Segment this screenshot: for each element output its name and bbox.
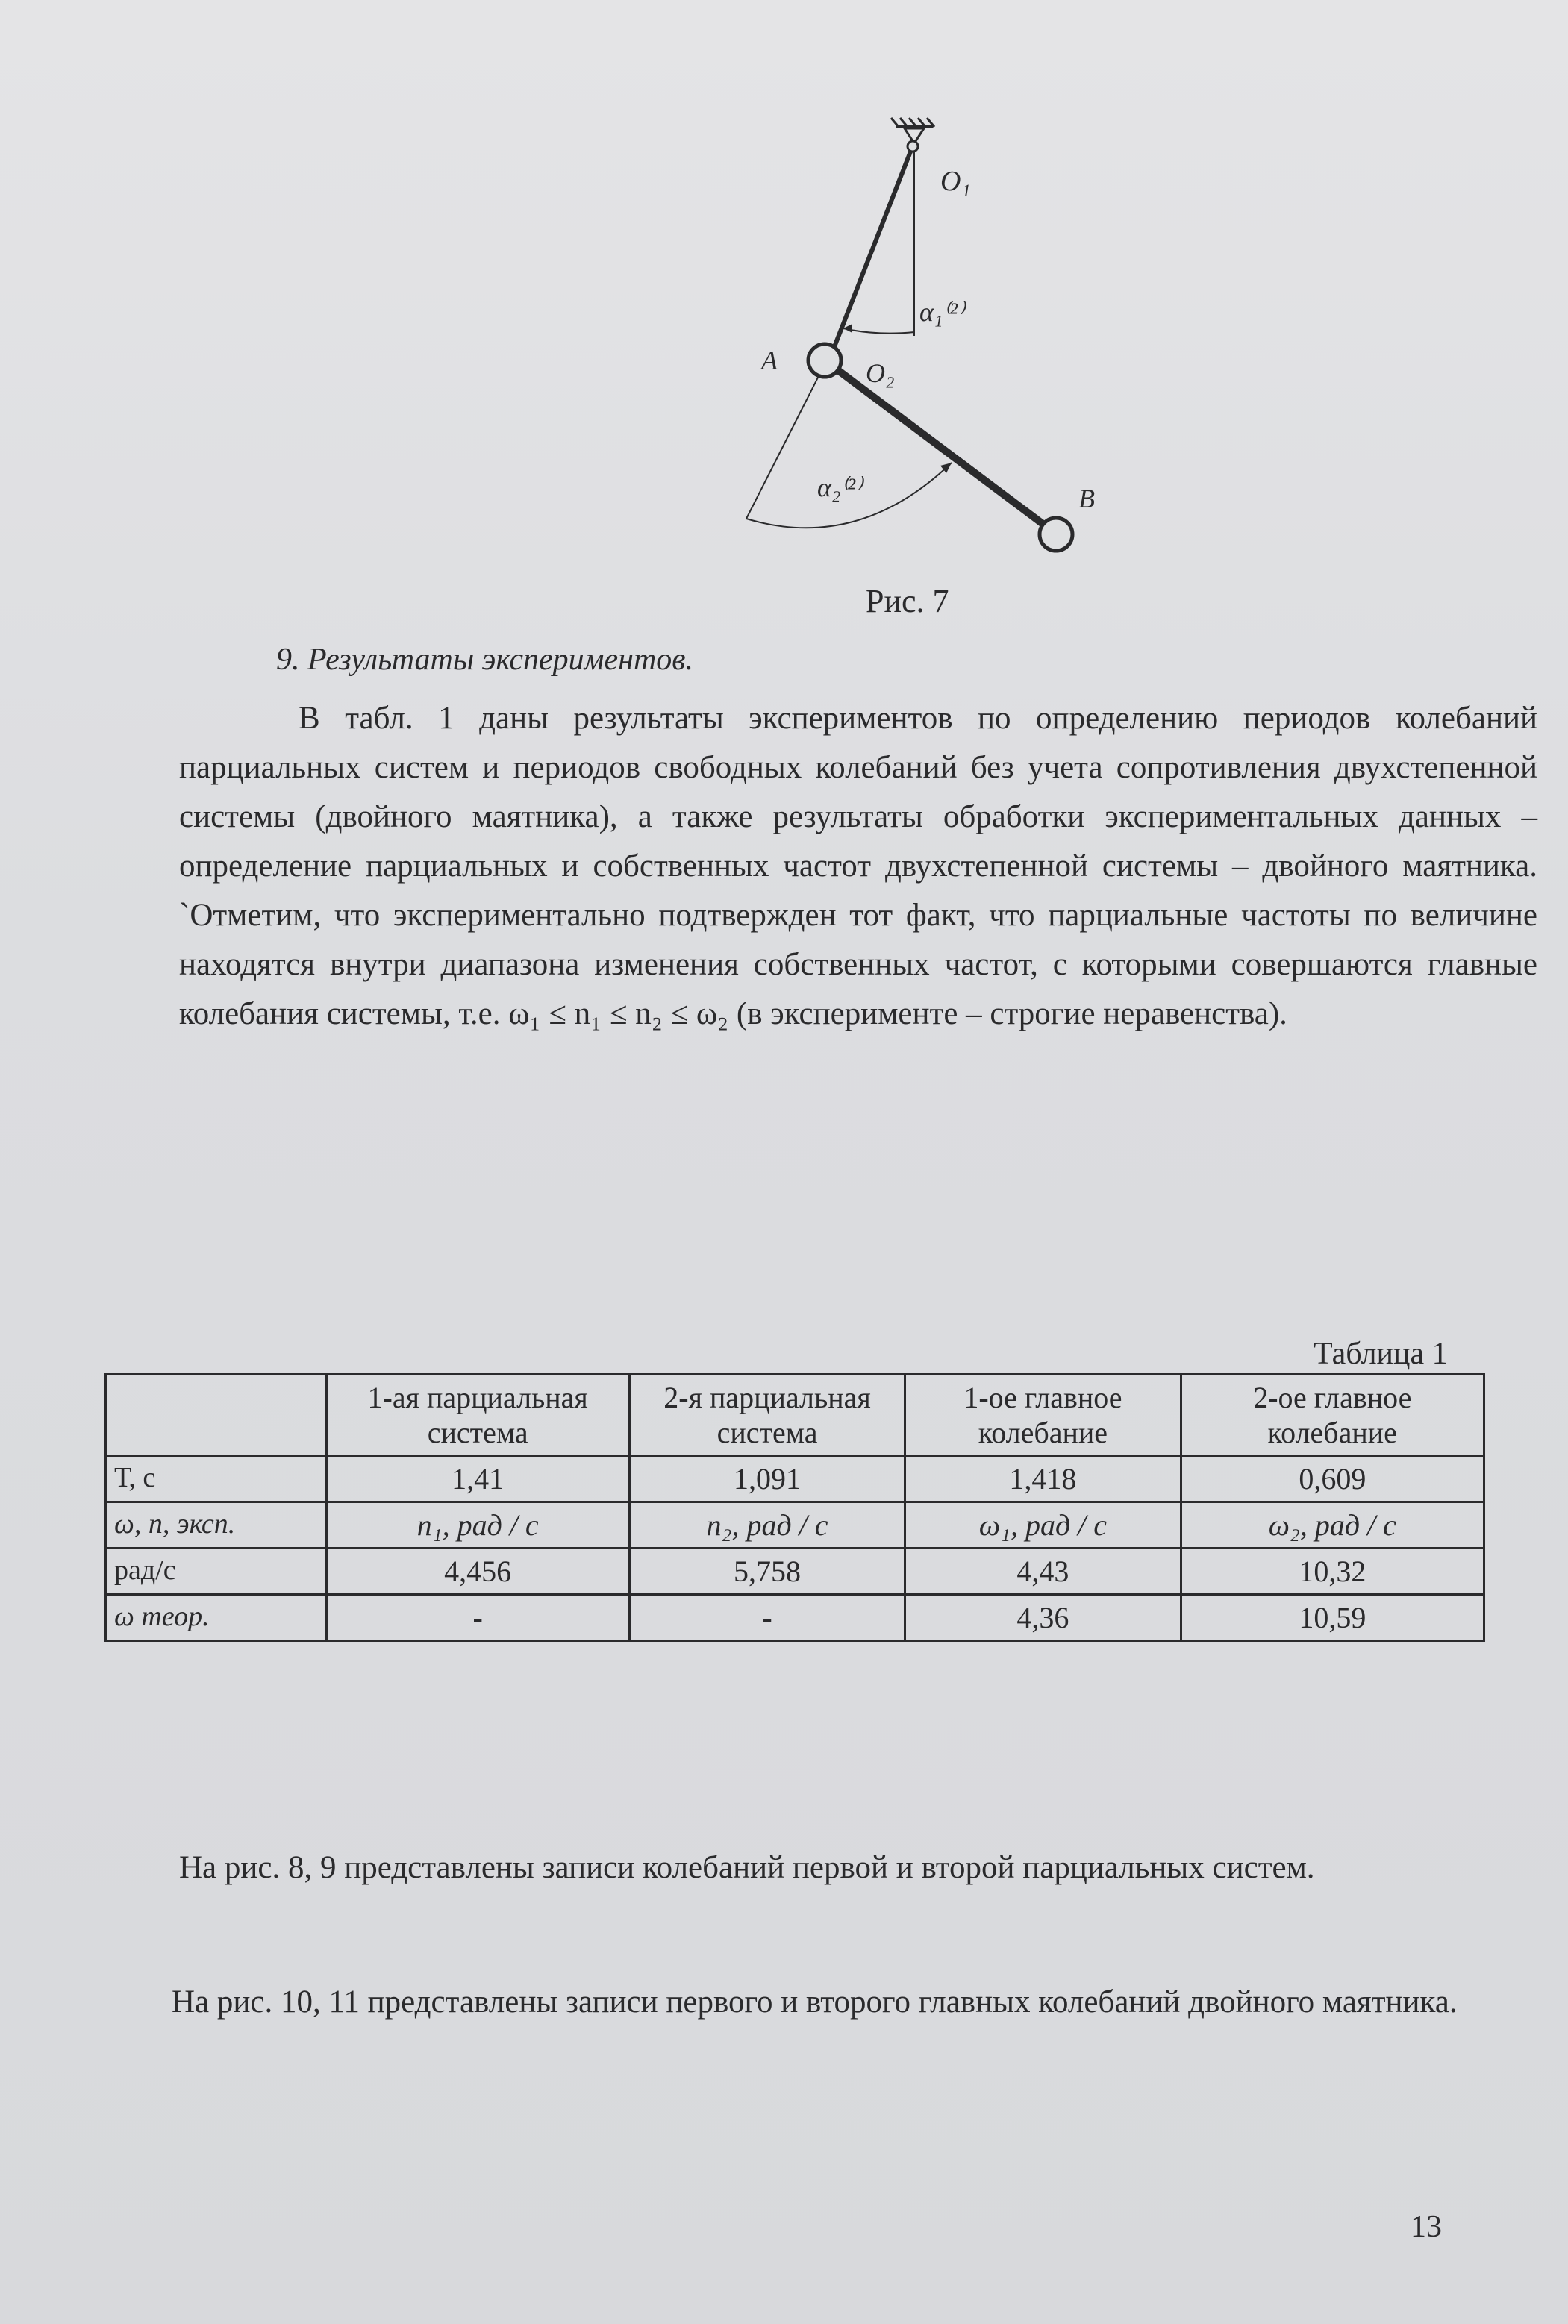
table-caption: Таблица 1 xyxy=(1314,1337,1448,1371)
mass-b xyxy=(1040,518,1072,551)
ceiling-support xyxy=(891,118,934,143)
table-cell: рад/с xyxy=(106,1549,327,1595)
table-cell: ω₂, рад / с xyxy=(1181,1502,1484,1549)
table-cell: 4,43 xyxy=(905,1549,1181,1595)
table-cell: - xyxy=(629,1595,905,1641)
lower-reference-line xyxy=(746,364,825,519)
table-cell: 0,609 xyxy=(1181,1456,1484,1502)
table-cell: 1,091 xyxy=(629,1456,905,1502)
double-pendulum-figure xyxy=(716,112,1134,590)
label-o1: O₁ xyxy=(940,166,971,197)
paragraph-partial-records: На рис. 8, 9 представлены записи колебаний первой и второй парциальных систем. xyxy=(179,1850,1315,1885)
page-number: 13 xyxy=(1411,2210,1442,2244)
table-row xyxy=(106,1595,1484,1641)
table-row xyxy=(106,1456,1484,1502)
table-cell: 1,418 xyxy=(905,1456,1181,1502)
lower-rod xyxy=(827,362,1051,530)
table-row xyxy=(106,1549,1484,1595)
paragraph-table-description: В табл. 1 даны результаты экспериментов по определению периодов колебаний парциальных систем и периодов свободных колебаний без учета сопротивления двухстепенной системы (двойного маятника), а также результаты обработки экспериментальных данных – определение парциальных и собственных частот двухстепенной системы – двойного маятника. `Отметим, что экспериментально подтвержден тот факт, что парциальные частоты по величине находятся внутри диапазона изменения собственных частот, с которыми совершаются главные колебания системы, т.е. ω₁ ≤ n₁ ≤ n₂ ≤ ω₂ (в эксперименте – строгие неравенства). xyxy=(179,701,1537,1031)
table-cell: 4,456 xyxy=(326,1549,629,1595)
upper-rod xyxy=(830,148,912,358)
table-cell: 5,758 xyxy=(629,1549,905,1595)
table-cell: ω₁, рад / с xyxy=(905,1502,1181,1549)
table-header-cell xyxy=(106,1375,327,1456)
table-cell: - xyxy=(326,1595,629,1641)
table-row xyxy=(106,1502,1484,1549)
section-title: 9. Результаты экспериментов. xyxy=(276,643,694,677)
mass-a xyxy=(808,344,841,377)
pivot-o1 xyxy=(908,141,918,152)
label-b: B xyxy=(1078,484,1095,513)
table-cell: 4,36 xyxy=(905,1595,1181,1641)
label-alpha1: α₁⁽²⁾ xyxy=(919,297,964,327)
label-a: A xyxy=(761,346,778,375)
table-cell: 1,41 xyxy=(326,1456,629,1502)
angle-arc-alpha1 xyxy=(843,328,914,334)
label-alpha2: α₂⁽²⁾ xyxy=(817,472,862,502)
table-cell: ω теор. xyxy=(106,1595,327,1641)
label-o2: O₂ xyxy=(866,358,895,388)
results-table xyxy=(104,1373,1485,1642)
table-cell: 10,32 xyxy=(1181,1549,1484,1595)
table-header-cell: 2-ое главное колебание xyxy=(1181,1375,1484,1456)
table-cell: n₁, рад / с xyxy=(326,1502,629,1549)
paragraph-main-records: На рис. 10, 11 представлены записи первого и второго главных колебаний двойного маятника. xyxy=(172,1984,1458,2020)
table-cell: 10,59 xyxy=(1181,1595,1484,1641)
table-header-cell: 1-ая парциальная система xyxy=(326,1375,629,1456)
table-header-cell: 1-ое главное колебание xyxy=(905,1375,1181,1456)
table-header-row xyxy=(106,1375,1484,1456)
figure-caption: Рис. 7 xyxy=(866,583,949,619)
table-cell: Т, с xyxy=(106,1456,327,1502)
table-header-cell: 2-я парциальная система xyxy=(629,1375,905,1456)
table-cell: n₂, рад / с xyxy=(629,1502,905,1549)
table-cell: ω, n, эксп. xyxy=(106,1502,327,1549)
